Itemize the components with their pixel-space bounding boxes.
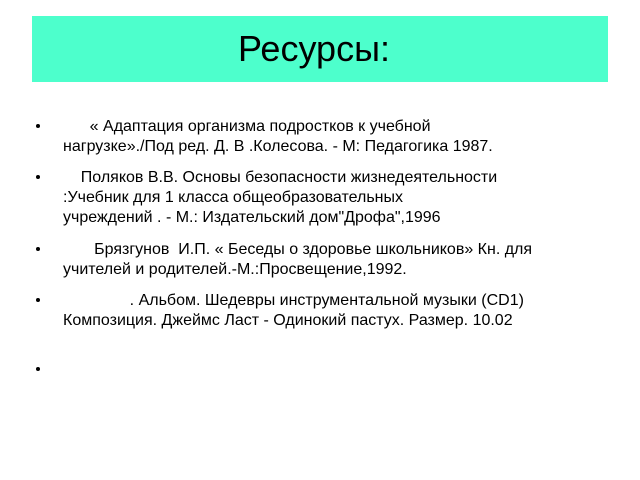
slide-title: Ресурсы: — [238, 28, 390, 69]
resource-line: нагрузке»./Под ред. Д. В .Колесова. - М: Педагогика 1987. — [63, 138, 493, 155]
resource-line: :Учебник для 1 класса общеобразовательных — [63, 189, 403, 206]
resource-line: учреждений . - М.: Издательский дом"Дрофа",1996 — [63, 209, 441, 226]
bullet-icon — [36, 124, 40, 128]
resource-line: учителей и родителей.-М.:Просвещение,1992. — [63, 261, 407, 278]
bullet-icon — [36, 367, 40, 371]
resource-line: Брязгунов И.П. « Беседы о здоровье школьников» Кн. для — [63, 241, 533, 258]
resource-line: « Адаптация организма подростков к учебной — [63, 118, 431, 135]
resource-line: . Альбом. Шедевры инструментальной музыки (CD1) — [63, 292, 524, 309]
bullet-icon — [36, 298, 40, 302]
resource-line: Поляков В.В. Основы безопасности жизнедеятельности — [63, 169, 498, 186]
resource-line: Композиция. Джеймс Ласт - Одинокий пастух. Размер. 10.02 — [63, 312, 513, 329]
bullet-icon — [36, 175, 40, 179]
bullet-icon — [36, 247, 40, 251]
